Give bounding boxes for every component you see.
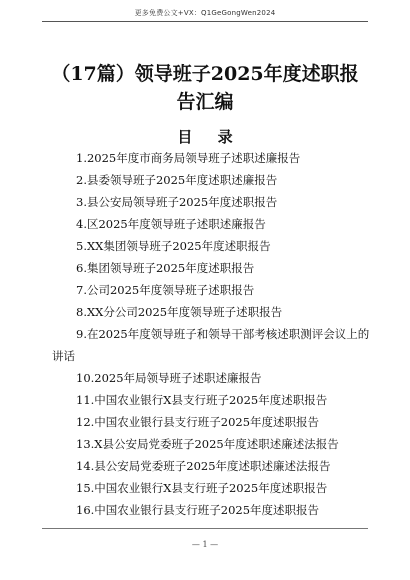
toc-item[interactable]: 1.2025年度市商务局领导班子述职述廉报告 bbox=[76, 151, 301, 165]
toc-item[interactable]: 7.公司2025年度领导班子述职报告 bbox=[76, 283, 255, 297]
toc-item[interactable]: 12.中国农业银行县支行班子2025年度述职报告 bbox=[76, 415, 320, 429]
toc-item[interactable]: 13.X县公安局党委班子2025年度述职述廉述法报告 bbox=[76, 437, 339, 451]
toc-item[interactable]: 6.集团领导班子2025年度述职报告 bbox=[76, 261, 255, 275]
page-number: — 1 — bbox=[191, 540, 219, 549]
toc-item[interactable]: 15.中国农业银行X县支行班子2025年度述职报告 bbox=[76, 481, 328, 495]
toc-item[interactable]: 14.县公安局党委班子2025年度述职述廉述法报告 bbox=[76, 459, 331, 473]
toc-item[interactable]: 5.XX集团领导班子2025年度述职报告 bbox=[76, 239, 271, 253]
toc-item[interactable]: 8.XX分公司2025年度领导班子述职报告 bbox=[76, 305, 283, 319]
toc-item[interactable]: 9.在2025年度领导班子和领导干部考核述职测评会议上的讲话 bbox=[52, 327, 370, 363]
header-note: 更多免费公文+VX：Q1GeGongWen2024 bbox=[134, 9, 276, 17]
document-title: （17篇）领导班子2025年度述职报告汇编 bbox=[51, 63, 359, 113]
toc-item[interactable]: 11.中国农业银行X县支行班子2025年度述职报告 bbox=[76, 393, 328, 407]
toc-item[interactable]: 4.区2025年度领导班子述职述廉报告 bbox=[76, 217, 266, 231]
toc-item[interactable]: 3.县公安局领导班子2025年度述职报告 bbox=[76, 195, 278, 209]
toc-heading: 目 录 bbox=[177, 128, 243, 146]
table-of-contents bbox=[52, 147, 370, 521]
toc-item[interactable]: 10.2025年局领导班子述职述廉报告 bbox=[76, 371, 262, 385]
toc-item[interactable]: 2.县委领导班子2025年度述职述廉报告 bbox=[76, 173, 278, 187]
header-divider bbox=[42, 21, 368, 22]
footer-divider bbox=[42, 528, 368, 529]
toc-item[interactable]: 16.中国农业银行县支行班子2025年度述职报告 bbox=[76, 503, 320, 517]
